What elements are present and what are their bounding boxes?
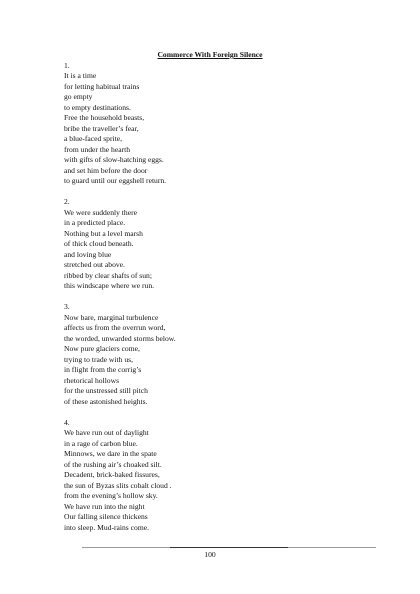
poem-line: Free the household beasts,	[64, 113, 145, 122]
poem-line: and set him before the door	[64, 165, 148, 175]
poem-line: in a predicted place.	[64, 218, 126, 227]
poem-line: the worded, unwarded storms below.	[64, 333, 176, 343]
poem-line: of the rushing air’s choaked silt.	[64, 459, 162, 469]
poem-line: from under the hearth	[64, 144, 130, 154]
poem-line: rhetorical hollows	[64, 375, 120, 385]
stanza	[64, 302, 364, 407]
poem-line: and loving blue	[64, 249, 112, 259]
poem-line: a blue-faced sprite,	[64, 134, 122, 143]
poem-line: Now bare, marginal turbulence	[64, 312, 159, 322]
poem-line: from the evening’s hollow sky.	[64, 491, 158, 500]
poem-line: trying to trade with us,	[64, 354, 133, 364]
poem-line: of these astonished heights.	[64, 396, 148, 406]
stanza	[64, 61, 364, 187]
poem-line: go empty	[64, 92, 93, 101]
poem-line: We have run into the night	[64, 501, 145, 511]
poem-line: affects us from the overrun word,	[64, 323, 166, 332]
poem-line: We have run out of daylight	[64, 428, 149, 437]
stanza-number: 2.	[64, 197, 70, 206]
poem-line: Minnows, we dare in the spate	[64, 449, 157, 458]
poem-line: Now pure glaciers come,	[64, 344, 140, 353]
poem-line: Decadent, brick-baked fissures,	[64, 470, 160, 479]
poem-line: ribbed by clear shafts of sun;	[64, 270, 152, 280]
poem-line: bribe the traveller’s fear,	[64, 123, 139, 133]
poem-line: into sleep. Mud-rains come.	[64, 522, 149, 532]
stanza	[64, 197, 364, 292]
footer-rule-accent	[170, 547, 288, 548]
stanza-number: 4.	[64, 417, 70, 427]
poem-line: with gifts of slow-hatching eggs.	[64, 155, 164, 164]
poem-line: this windscape where we run.	[64, 281, 155, 290]
page-number: 100	[204, 550, 216, 559]
poem-line: in a rage of carbon blue.	[64, 438, 138, 448]
poem-line: stretched out above.	[64, 260, 125, 269]
poem-line: for the unstressed still pitch	[64, 386, 148, 395]
poem-line: Our falling silence thickens	[64, 512, 148, 521]
poem-line: We were suddenly there	[64, 207, 137, 217]
poem-body	[64, 61, 364, 544]
poem-title: Commerce With Foreign Silence	[157, 50, 263, 59]
poem-line: to guard until our eggshell return.	[64, 176, 167, 185]
stanza	[64, 418, 364, 534]
poem-line: for letting habitual trains	[64, 81, 140, 91]
poem-line: of thick cloud beneath.	[64, 239, 134, 248]
stanza-number: 3.	[64, 302, 70, 311]
poem-line: Nothing but a level marsh	[64, 228, 143, 238]
stanza-number: 1.	[64, 60, 70, 70]
poem-line: It is a time	[64, 71, 97, 80]
poem-line: in flight from the corrig’s	[64, 365, 142, 374]
poem-line: the sun of Byzas slits cobalt cloud .	[64, 480, 172, 490]
poem-line: to empty destinations.	[64, 102, 131, 112]
